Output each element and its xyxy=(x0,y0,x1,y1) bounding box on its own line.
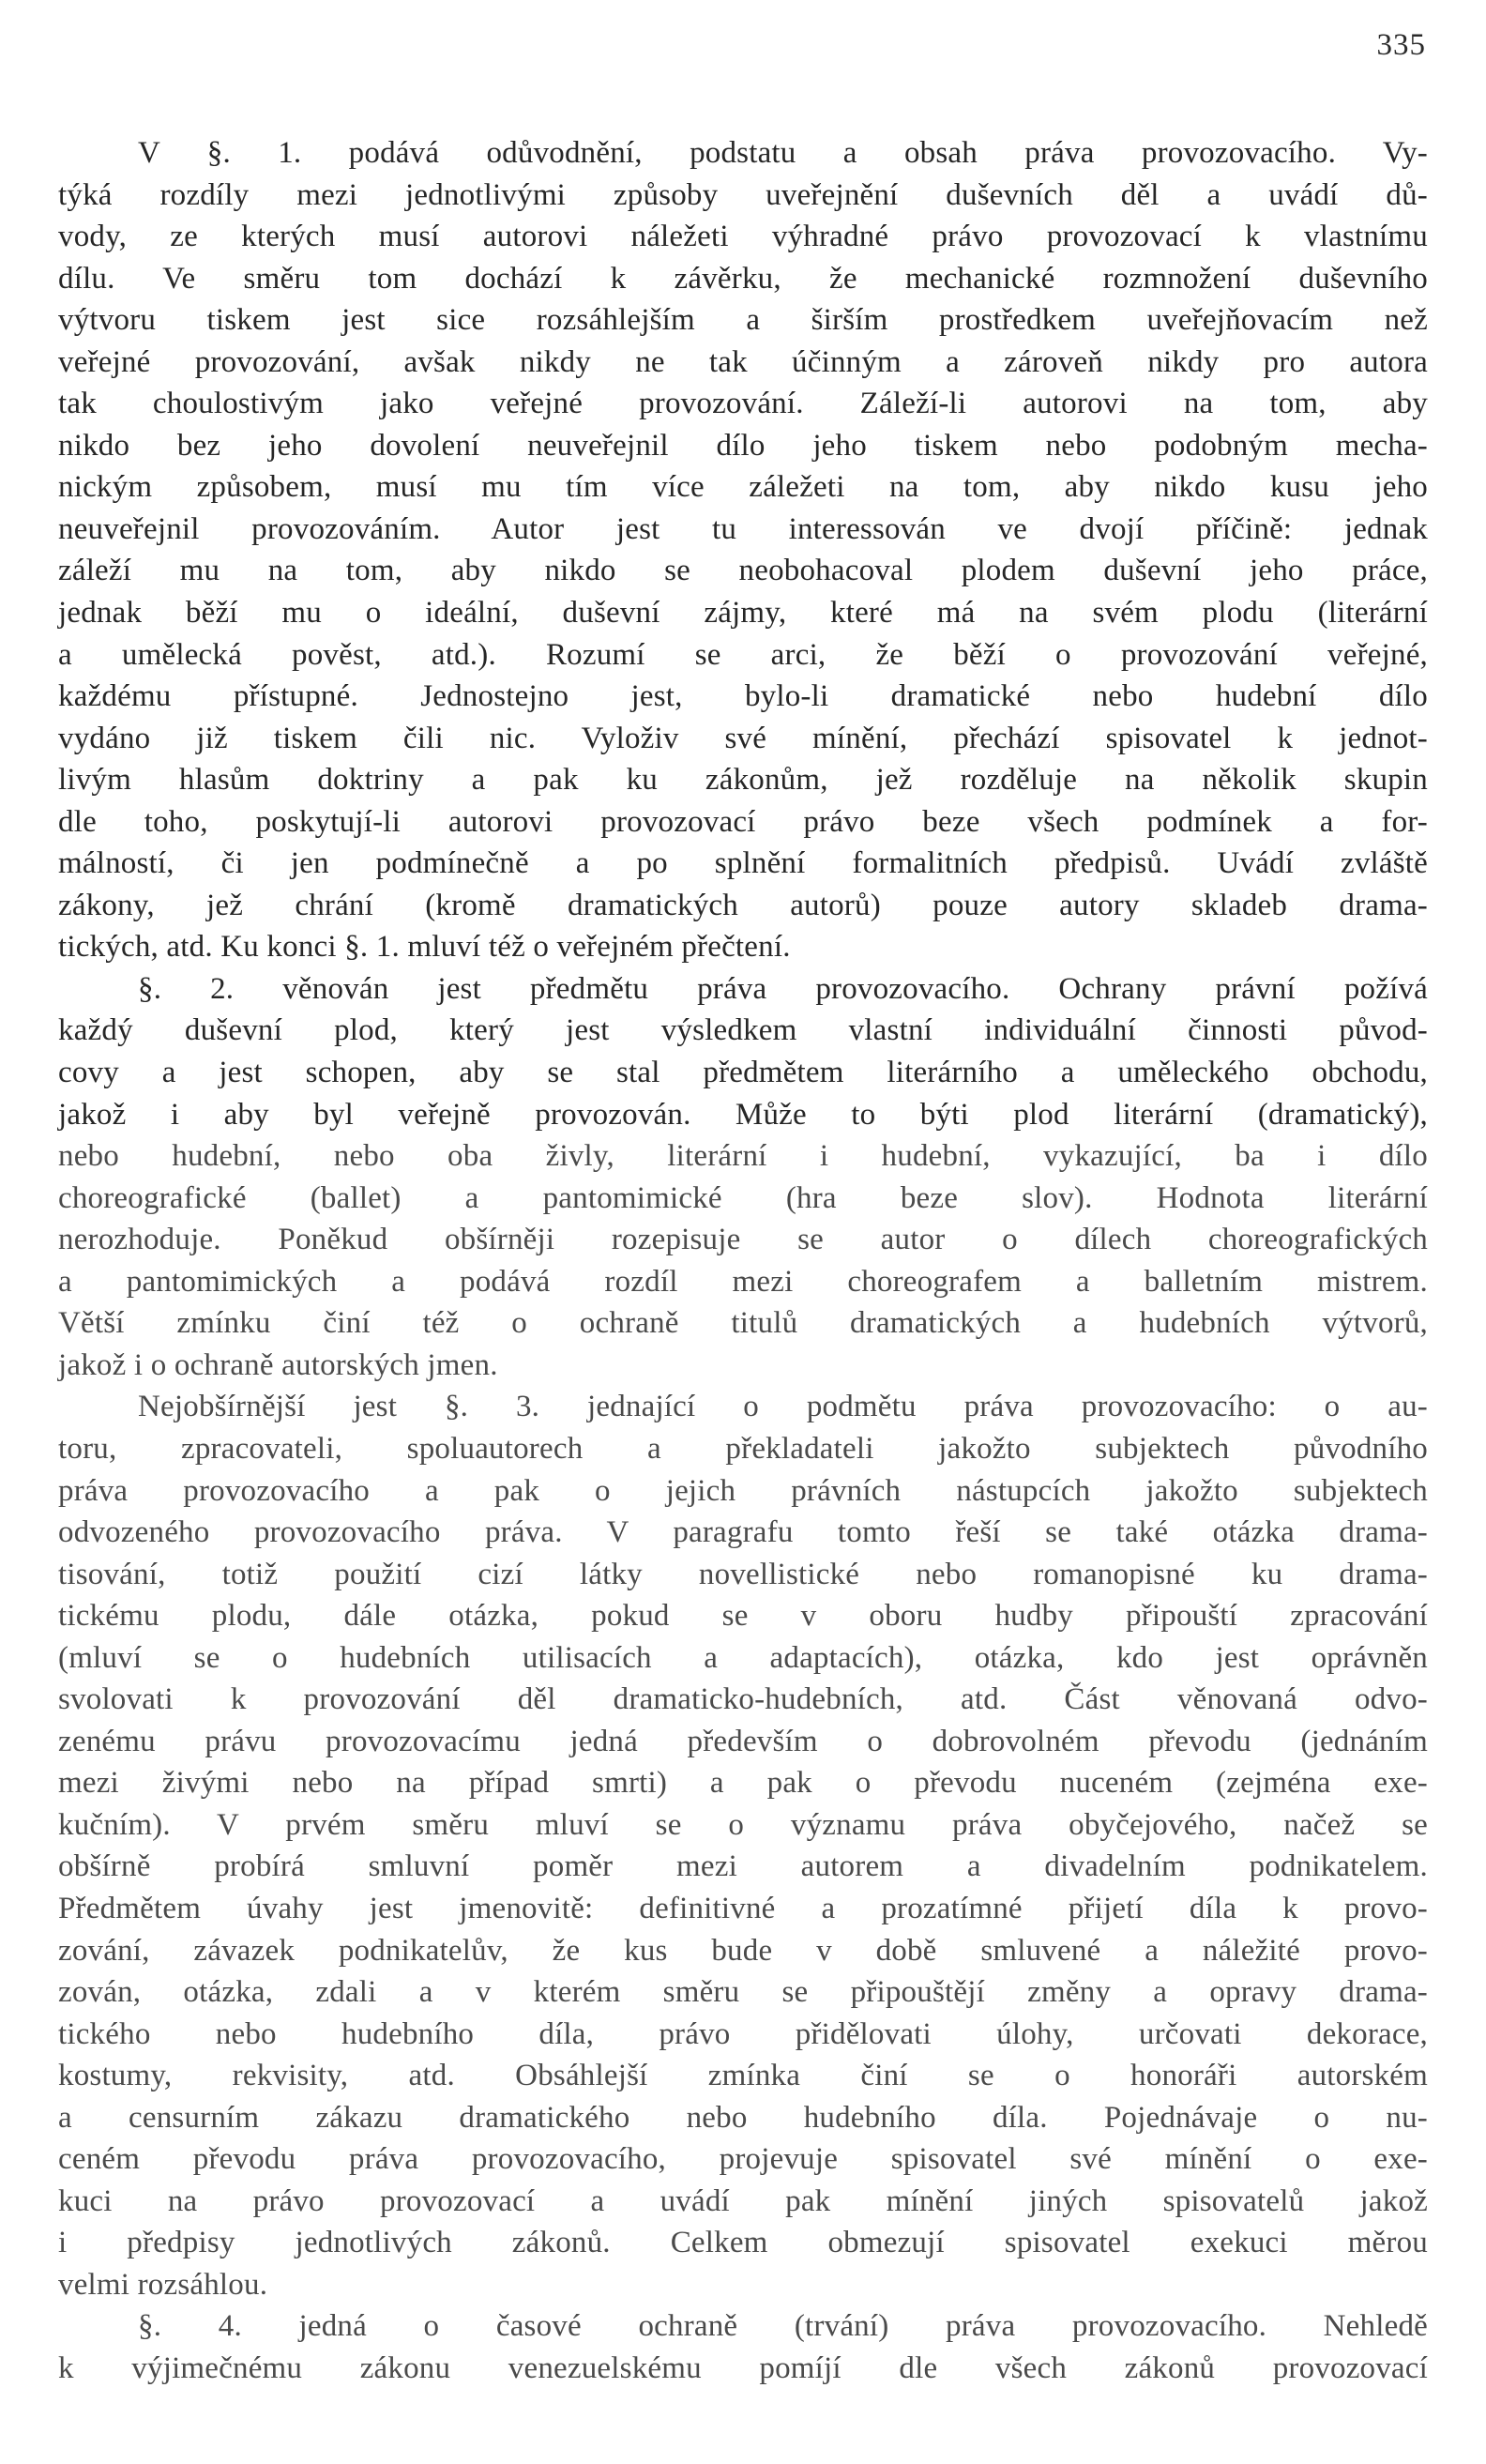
text-line: tisování, totiž použití cizí látky novellistické nebo romanopisné ku drama- xyxy=(58,1557,1428,1591)
text-line: tického nebo hudebního díla, právo přidělovati úlohy, určovati dekorace, xyxy=(58,2016,1428,2051)
text-line: zování, závazek podnikatelův, že kus bude v době smluvené a náležité provo- xyxy=(58,1933,1428,1968)
text-line: a umělecká pověst, atd.). Rozumí se arci, že běží o provozování veřejné, xyxy=(58,637,1428,672)
text-line: mezi živými nebo na případ smrti) a pak o převodu nuceném (zejména exe- xyxy=(58,1766,1428,1801)
text-line: málností, či jen podmínečně a po splnění formalitních předpisů. Uvádí zvláště xyxy=(58,846,1428,881)
text-line: §. 4. jedná o časové ochraně (trvání) práva provozovacího. Nehledě xyxy=(138,2309,1428,2344)
text-line: zákony, jež chrání (kromě dramatických autorů) pouze autory skladeb drama- xyxy=(58,888,1428,922)
text-line: tickému plodu, dále otázka, pokud se v oboru hudby připouští zpracování xyxy=(58,1599,1428,1634)
text-line: jakož i aby byl veřejně provozován. Může to býti plod literární (dramatický), xyxy=(58,1097,1428,1132)
text-line: k výjimečnému zákonu venezuelskému pomíjí dle všech zákonů provozovací xyxy=(58,2350,1428,2385)
text-line: Větší zmínku činí též o ochraně titulů dramatických a hudebních výtvorů, xyxy=(58,1306,1428,1341)
text-line: kostumy, rekvisity, atd. Obsáhlejší zmínka činí se o honoráři autorském xyxy=(58,2059,1428,2093)
text-line: choreografické (ballet) a pantomimické (hra beze slov). Hodnota literární xyxy=(58,1180,1428,1215)
text-line: jednak běží mu o ideální, duševní zájmy, které má na svém plodu (literární xyxy=(58,596,1428,631)
text-line: tak choulostivým jako veřejné provozování. Záleží-li autorovi na tom, aby xyxy=(58,387,1428,421)
text-line: tických, atd. Ku konci §. 1. mluví též o veřejném přečtení. xyxy=(58,930,791,965)
text-line: livým hlasům doktriny a pak ku zákonům, jež rozděluje na několik skupin xyxy=(58,763,1428,798)
text-line: zován, otázka, zdali a v kterém směru se připouštějí změny a opravy drama- xyxy=(58,1975,1428,2010)
text-line: vody, ze kterých musí autorovi náležeti výhradné právo provozovací k vlastnímu xyxy=(58,220,1428,254)
text-line: vydáno již tiskem čili nic. Vyloživ své mínění, přechází spisovatel k jednot- xyxy=(58,721,1428,755)
text-line: veřejné provozování, avšak nikdy ne tak účinným a zároveň nikdy pro autora xyxy=(58,344,1428,379)
text-line: dle toho, poskytují-li autorovi provozovací právo beze všech podmínek a for- xyxy=(58,804,1428,839)
text-line: záleží mu na tom, aby nikdo se neobohacoval plodem duševní jeho práce, xyxy=(58,554,1428,588)
text-line: §. 2. věnován jest předmětu práva provozovacího. Ochrany právní požívá xyxy=(138,971,1428,1006)
text-line: Nejobšírnější jest §. 3. jednající o podmětu práva provozovacího: o au- xyxy=(138,1390,1428,1424)
text-line: nickým způsobem, musí mu tím více záležeti na tom, aby nikdo kusu jeho xyxy=(58,470,1428,505)
text-line: neuveřejnil provozováním. Autor jest tu interessován ve dvojí příčině: jednak xyxy=(58,511,1428,546)
text-line: každému přístupné. Jednostejno jest, bylo-li dramatické nebo hudební dílo xyxy=(58,679,1428,714)
text-line: a censurním zákazu dramatického nebo hudebního díla. Pojednávaje o nu- xyxy=(58,2100,1428,2135)
text-line: nerozhoduje. Poněkud obšírněji rozepisuje se autor o dílech choreografických xyxy=(58,1223,1428,1257)
page-number: 335 xyxy=(1376,28,1426,62)
text-line: a pantomimických a podává rozdíl mezi choreografem a balletním mistrem. xyxy=(58,1264,1428,1299)
text-line: Předmětem úvahy jest jmenovitě: definitivné a prozatímné přijetí díla k provo- xyxy=(58,1891,1428,1925)
text-line: kučním). V prvém směru mluví se o významu práva obyčejového, načež se xyxy=(58,1807,1428,1842)
text-line: jakož i o ochraně autorských jmen. xyxy=(58,1347,498,1382)
text-line: každý duševní plod, který jest výsledkem vlastní individuální činnosti původ- xyxy=(58,1013,1428,1048)
text-line: práva provozovacího a pak o jejich právních nástupcích jakožto subjektech xyxy=(58,1473,1428,1508)
text-line: svolovati k provozování děl dramaticko-hudebních, atd. Část věnovaná odvo- xyxy=(58,1682,1428,1717)
text-line: nebo hudební, nebo oba živly, literární i hudební, vykazující, ba i dílo xyxy=(58,1139,1428,1174)
text-line: i předpisy jednotlivých zákonů. Celkem obmezují spisovatel exekuci měrou xyxy=(58,2226,1428,2260)
text-line: výtvoru tiskem jest sice rozsáhlejším a širším prostředkem uveřejňovacím než xyxy=(58,303,1428,338)
text-line: nikdo bez jeho dovolení neuveřejnil dílo jeho tiskem nebo podobným mecha- xyxy=(58,428,1428,463)
text-line: (mluví se o hudebních utilisacích a adaptacích), otázka, kdo jest oprávněn xyxy=(58,1640,1428,1675)
text-line: covy a jest schopen, aby se stal předmětem literárního a uměleckého obchodu, xyxy=(58,1056,1428,1090)
text-line: zenému právu provozovacímu jedná především o dobrovolném převodu (jednáním xyxy=(58,1724,1428,1758)
text-line: kuci na právo provozovací a uvádí pak mínění jiných spisovatelů jakož xyxy=(58,2183,1428,2218)
text-line: velmi rozsáhlou. xyxy=(58,2267,268,2302)
body-text xyxy=(58,132,1428,2390)
text-line: dílu. Ve směru tom dochází k závěrku, že mechanické rozmnožení duševního xyxy=(58,261,1428,296)
text-line: V §. 1. podává odůvodnění, podstatu a obsah práva provozovacího. Vy- xyxy=(138,136,1428,170)
text-line: týká rozdíly mezi jednotlivými způsoby uveřejnění duševních děl a uvádí dů- xyxy=(58,177,1428,212)
text-line: obšírně probírá smluvní poměr mezi autorem a divadelním podnikatelem. xyxy=(58,1849,1428,1884)
text-line: toru, zpracovateli, spoluautorech a překladateli jakožto subjektech původního xyxy=(58,1431,1428,1466)
text-line: odvozeného provozovacího práva. V paragrafu tomto řeší se také otázka drama- xyxy=(58,1515,1428,1550)
text-line: ceném převodu práva provozovacího, projevuje spisovatel své mínění o exe- xyxy=(58,2142,1428,2177)
